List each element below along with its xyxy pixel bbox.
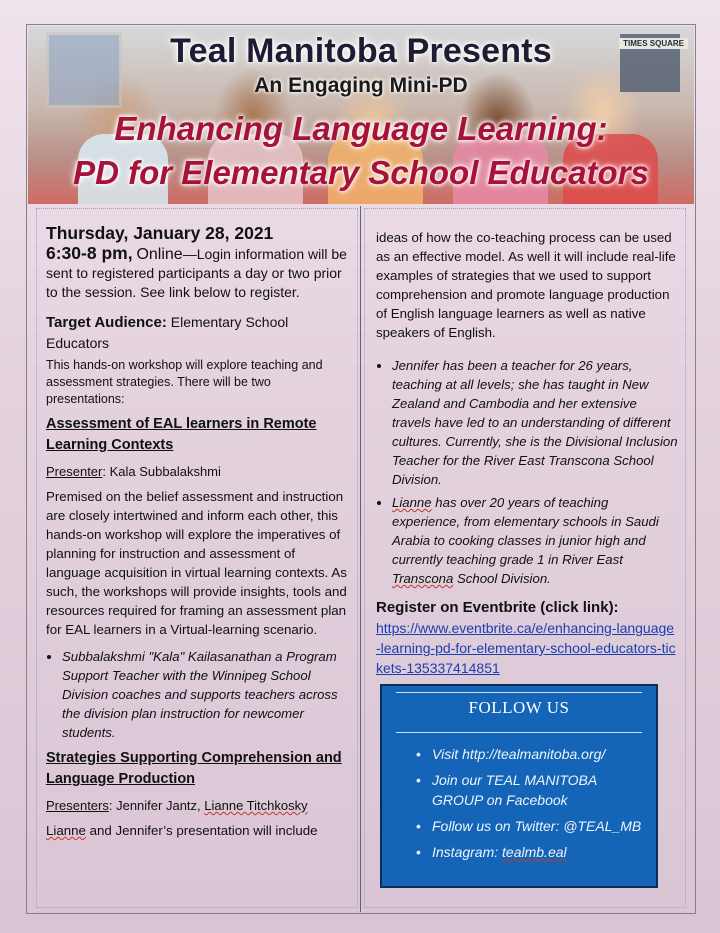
event-date: Thursday, January 28, 2021 [46,223,274,243]
twitter-handle[interactable]: • Follow us on Twitter: @TEAL_MB [416,816,646,836]
divider [396,732,642,733]
login-note: —Login information will be sent to registered participants a day or two prior to the session. See link below to register. [46,246,347,300]
website-link[interactable]: • Visit http://tealmanitoba.org/ [416,744,646,764]
event-title-line1: Enhancing Language Learning: [114,110,608,147]
section2-heading: Strategies Supporting Comprehension and Language Production [46,750,342,787]
register-heading: Register on Eventbrite (click link): [376,599,619,616]
column-divider [360,206,361,912]
section1-body: Premised on the belief assessment and instruction are closely intertwined and inform each other, this hands-on workshop will explore the imperatives of planning for instruction and assessment of language acquisition in virtual learning contexts. As such, the workshops will provide insights, tools and resources required for framing an assessment plan for EAL learners in a Virtual-learning scenario. [46,489,347,637]
section2-body-continued: ideas of how the co-teaching process can be used as an effective model. As well it will include real-life examples of strategies that we used to support comprehension and promote language production of English language learners as well as native speakers of English. [376,230,676,340]
section1-bullets [46,647,348,742]
instagram-handle[interactable] [416,842,646,862]
right-column [376,228,678,678]
presenter-name-b: Lianne Titchkosky [204,798,308,813]
section2-body-start [46,821,348,840]
left-column [46,222,348,840]
jennifer-bio: • Jennifer has been a teacher for 26 years, teaching at all levels; she has taught in New Zealand and Cambodia and her extensive travels have led to an understanding of different cultures. Currently, she is the Divisional Inclusion Teacher for the River East Transcona School Division. [392,356,678,489]
divider [396,692,642,693]
section1-presenter [46,462,348,481]
presenter-name-a: : Jennifer Jantz, [108,798,205,813]
section2-bullets [376,356,678,588]
target-audience [46,312,348,353]
name-transcona: Transcona [392,571,454,586]
workshop-intro: This hands-on workshop will explore teaching and assessment strategies. There will be two presentations: [46,358,323,406]
event-time-info [46,244,348,302]
section2-presenters [46,796,348,815]
name-lianne: Lianne [46,823,86,838]
banner-photo [28,26,694,204]
bio-text: has over 20 years of teaching experience, from elementary schools in Saudi Arabia to cooking classes in junior high and currently teaching grade 1 in River East [392,495,659,567]
event-format: Online [136,246,183,263]
event-time: 6:30-8 pm, [46,243,133,263]
presenter-bio: • Subbalakshmi "Kala" Kailasanathan a Program Support Teacher with the Winnipeg School Division coaches and supports teachers across the division plan instruction for newcomer students. [62,647,348,742]
presents-heading: Teal Manitoba Presents [170,32,552,70]
facebook-group[interactable]: • Join our TEAL MANITOBA GROUP on Facebook [416,770,646,810]
section2-body-text: and Jennifer’s presentation will include [85,823,318,838]
lianne-bio [392,493,678,588]
audience-label: Target Audience: [46,314,167,331]
instagram-name: tealmb.eal [502,844,567,860]
follow-us-title: FOLLOW US [468,698,570,717]
event-subtitle: An Engaging Mini-PD [254,74,468,97]
event-title-line2: PD for Elementary School Educators [73,154,649,191]
presenters-label: Presenters [46,798,109,813]
section1-heading: Assessment of EAL learners in Remote Learning Contexts [46,416,317,453]
banner-sign: TIMES SQUARE [619,38,688,49]
presenter-name: : Kala Subbalakshmi [102,464,221,479]
follow-us-box [380,684,658,888]
bio-text-end: School Division. [453,571,551,586]
audience-value: Elementary School Educators [46,314,289,351]
eventbrite-link[interactable]: https://www.eventbrite.ca/e/enhancing-language-learning-pd-for-elementary-school-educators-tickets-135337414851 [376,620,676,676]
name-lianne: Lianne [392,495,432,510]
presenter-label: Presenter [46,464,103,479]
instagram-label: Instagram: [432,844,503,860]
follow-list [416,744,646,868]
